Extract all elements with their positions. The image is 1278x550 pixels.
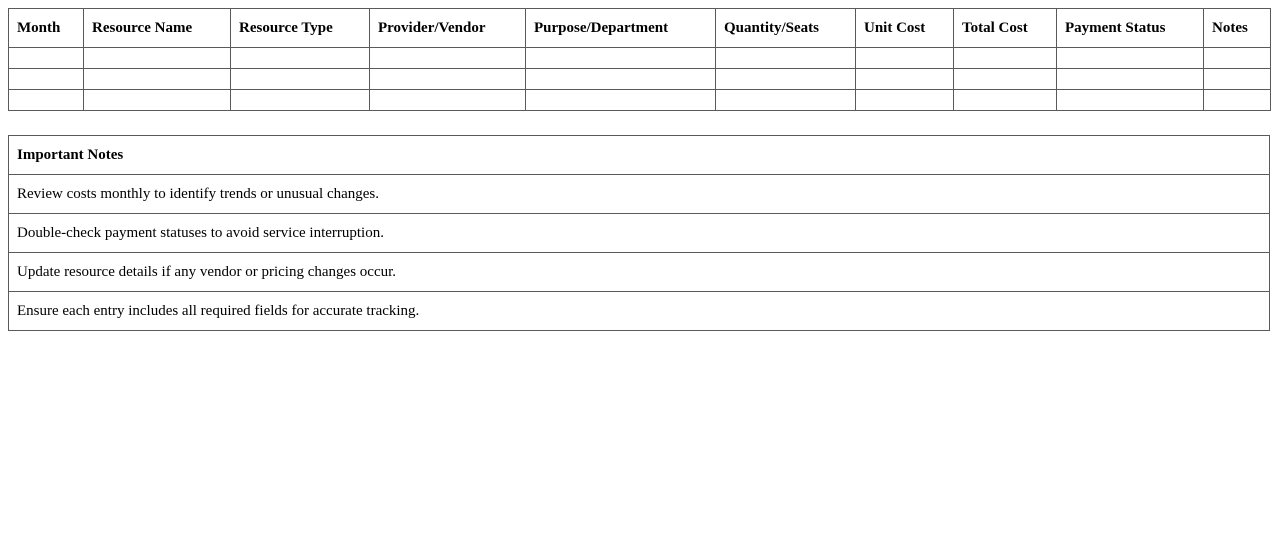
column-header-total-cost: Total Cost	[954, 9, 1057, 48]
table-cell[interactable]	[954, 48, 1057, 69]
column-header-resource-type: Resource Type	[231, 9, 370, 48]
table-cell[interactable]	[1204, 48, 1271, 69]
table-cell[interactable]	[716, 48, 856, 69]
note-item: Review costs monthly to identify trends or unusual changes.	[9, 175, 1270, 214]
table-cell[interactable]	[526, 69, 716, 90]
table-cell[interactable]	[370, 48, 526, 69]
table-row	[9, 69, 1271, 90]
table-cell[interactable]	[84, 90, 231, 111]
table-cell[interactable]	[954, 90, 1057, 111]
table-cell[interactable]	[716, 90, 856, 111]
table-cell[interactable]	[9, 48, 84, 69]
table-cell[interactable]	[1057, 48, 1204, 69]
document-body	[8, 8, 1270, 331]
note-row	[9, 292, 1270, 331]
table-cell[interactable]	[954, 69, 1057, 90]
table-cell[interactable]	[1057, 90, 1204, 111]
notes-title: Important Notes	[9, 136, 1270, 175]
column-header-unit-cost: Unit Cost	[856, 9, 954, 48]
table-cell[interactable]	[84, 48, 231, 69]
table-header-row	[9, 9, 1271, 48]
column-header-payment-status: Payment Status	[1057, 9, 1204, 48]
column-header-resource-name: Resource Name	[84, 9, 231, 48]
table-cell[interactable]	[370, 69, 526, 90]
table-cell[interactable]	[856, 90, 954, 111]
table-cell[interactable]	[526, 90, 716, 111]
table-row	[9, 90, 1271, 111]
note-item: Double-check payment statuses to avoid service interruption.	[9, 214, 1270, 253]
note-item: Update resource details if any vendor or pricing changes occur.	[9, 253, 1270, 292]
table-cell[interactable]	[526, 48, 716, 69]
table-cell[interactable]	[716, 69, 856, 90]
table-cell[interactable]	[9, 69, 84, 90]
column-header-quantity-seats: Quantity/Seats	[716, 9, 856, 48]
column-header-provider-vendor: Provider/Vendor	[370, 9, 526, 48]
table-cell[interactable]	[9, 90, 84, 111]
table-cell[interactable]	[231, 48, 370, 69]
note-row	[9, 214, 1270, 253]
column-header-notes: Notes	[1204, 9, 1271, 48]
table-cell[interactable]	[1204, 90, 1271, 111]
table-cell[interactable]	[856, 69, 954, 90]
important-notes-table	[8, 135, 1270, 331]
table-cell[interactable]	[231, 69, 370, 90]
table-row	[9, 48, 1271, 69]
table-cell[interactable]	[856, 48, 954, 69]
note-row	[9, 253, 1270, 292]
table-cell[interactable]	[1057, 69, 1204, 90]
table-cell[interactable]	[370, 90, 526, 111]
note-row	[9, 175, 1270, 214]
table-cell[interactable]	[231, 90, 370, 111]
column-header-month: Month	[9, 9, 84, 48]
column-header-purpose-department: Purpose/Department	[526, 9, 716, 48]
table-cell[interactable]	[1204, 69, 1271, 90]
notes-header-row	[9, 136, 1270, 175]
table-cell[interactable]	[84, 69, 231, 90]
note-item: Ensure each entry includes all required fields for accurate tracking.	[9, 292, 1270, 331]
resource-cost-table	[8, 8, 1271, 111]
